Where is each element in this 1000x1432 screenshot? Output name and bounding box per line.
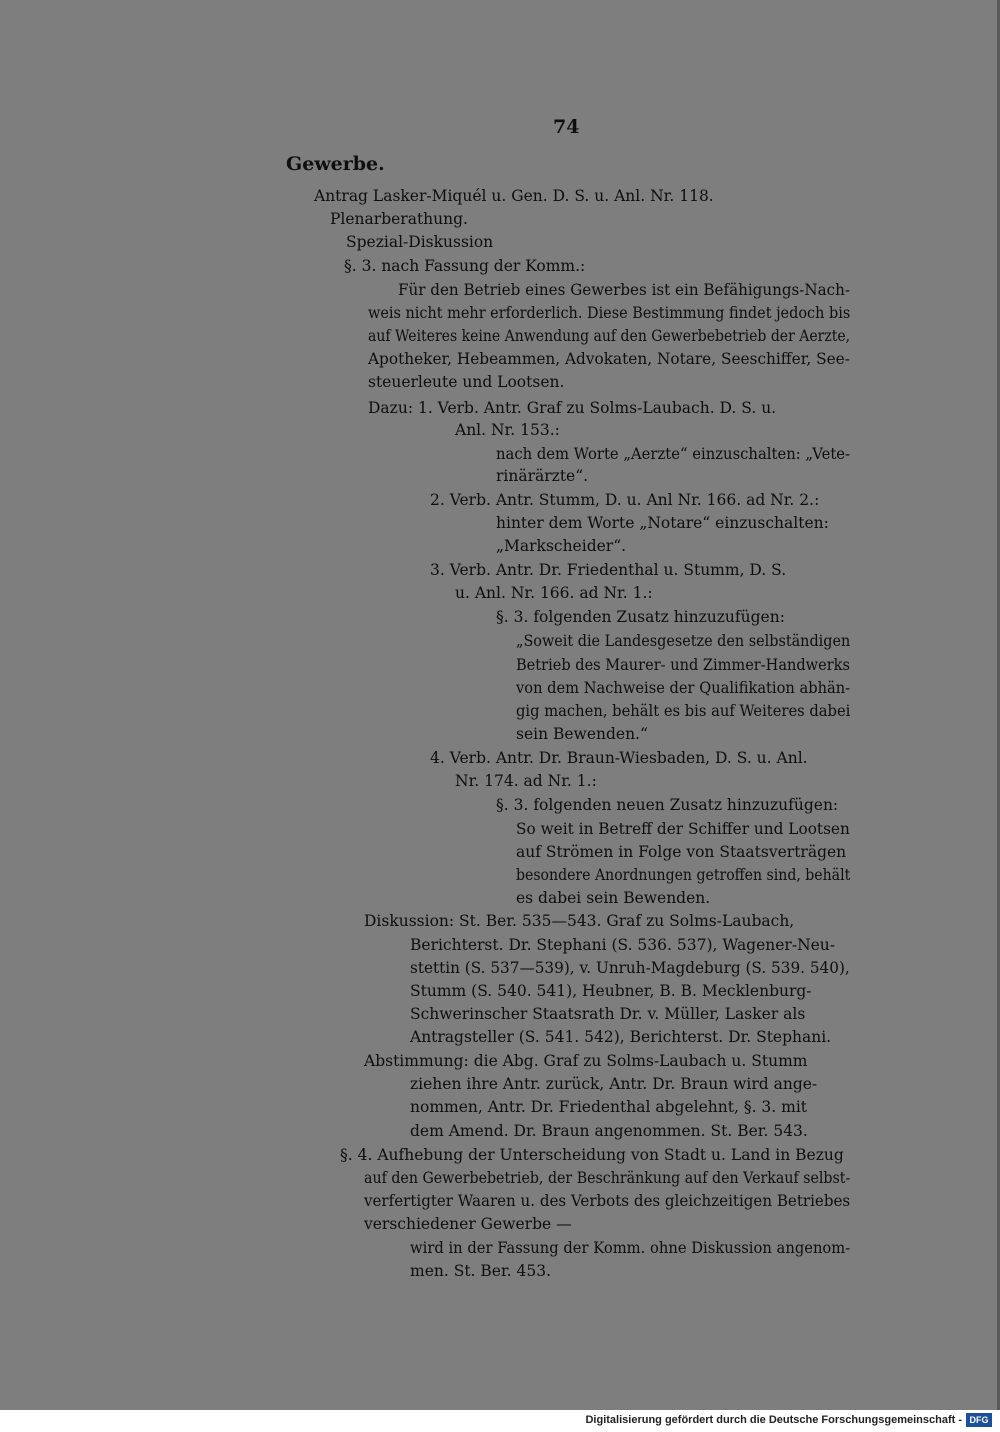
text-line: Dazu: 1. Verb. Antr. Graf zu Solms-Laubach. D. S. u. <box>368 399 777 417</box>
text-line: men. St. Ber. 453. <box>410 1262 552 1280</box>
text-line: ziehen ihre Antr. zurück, Antr. Dr. Braun wird ange- <box>410 1075 818 1093</box>
text-line: verfertigter Waaren u. des Verbots des gleichzeitigen Betriebes <box>364 1192 851 1210</box>
text-line: Spezial-Diskussion <box>346 233 494 251</box>
text-line: §. 3. folgenden Zusatz hinzuzufügen: <box>496 608 785 626</box>
text-line: von dem Nachweise der Qualifikation abhän- <box>516 679 851 697</box>
text-line: Diskussion: St. Ber. 535—543. Graf zu Solms-Laubach, <box>364 912 795 930</box>
text-line: dem Amend. Dr. Braun angenommen. St. Ber. 543. <box>410 1122 808 1140</box>
text-line: Anl. Nr. 153.: <box>455 421 560 439</box>
text-line: Schwerinscher Staatsrath Dr. v. Müller, Lasker als <box>410 1005 806 1023</box>
text-line: Plenarberathung. <box>330 210 468 228</box>
text-line: „Soweit die Landesgesetze den selbständigen <box>516 632 851 650</box>
text-line: Berichterst. Dr. Stephani (S. 536. 537), Wagener-Neu- <box>410 936 836 954</box>
section-heading: Gewerbe. <box>286 153 385 175</box>
text-line: hinter dem Worte „Notare“ einzuschalten: <box>496 514 829 532</box>
text-line: steuerleute und Lootsen. <box>368 373 565 391</box>
text-line: Nr. 174. ad Nr. 1.: <box>455 772 597 790</box>
text-line: besondere Anordnungen getroffen sind, behält <box>516 866 851 884</box>
digitization-footer <box>0 1410 1000 1432</box>
text-line: 2. Verb. Antr. Stumm, D. u. Anl Nr. 166. ad Nr. 2.: <box>430 491 820 509</box>
text-line: Antrag Lasker-Miquél u. Gen. D. S. u. Anl. Nr. 118. <box>314 187 714 205</box>
text-line: auf Weiteres keine Anwendung auf den Gewerbebetrieb der Aerzte, <box>368 327 851 345</box>
text-line: §. 4. Aufhebung der Unterscheidung von Stadt u. Land in Bezug <box>340 1146 844 1164</box>
dfg-logo-icon: DFG <box>966 1413 992 1427</box>
text-line: rinärärzte“. <box>496 467 589 485</box>
text-line: 4. Verb. Antr. Dr. Braun-Wiesbaden, D. S. u. Anl. <box>430 749 808 767</box>
text-line: So weit in Betreff der Schiffer und Lootsen <box>516 820 850 838</box>
text-line: verschiedener Gewerbe — <box>364 1215 572 1233</box>
text-line: stettin (S. 537—539), v. Unruh-Magdeburg (S. 539. 540), <box>410 959 850 977</box>
text-line: Antragsteller (S. 541. 542), Berichterst. Dr. Stephani. <box>410 1028 832 1046</box>
text-line: weis nicht mehr erforderlich. Diese Bestimmung findet jedoch bis <box>368 304 851 322</box>
text-line: es dabei sein Bewenden. <box>516 889 711 907</box>
text-line: Betrieb des Maurer- und Zimmer-Handwerks <box>516 656 850 674</box>
text-line: Apotheker, Hebeammen, Advokaten, Notare, Seeschiffer, See- <box>368 350 850 368</box>
text-line: u. Anl. Nr. 166. ad Nr. 1.: <box>455 584 653 602</box>
text-line: Für den Betrieb eines Gewerbes ist ein Befähigungs-Nach- <box>398 281 850 299</box>
text-line: auf den Gewerbebetrieb, der Beschränkung auf den Verkauf selbst- <box>364 1169 851 1187</box>
text-line: wird in der Fassung der Komm. ohne Diskussion angenom- <box>410 1239 851 1257</box>
text-line: Abstimmung: die Abg. Graf zu Solms-Laubach u. Stumm <box>364 1052 808 1070</box>
text-line: §. 3. folgenden neuen Zusatz hinzuzufügen: <box>496 796 839 814</box>
text-line: §. 3. nach Fassung der Komm.: <box>344 257 586 275</box>
text-line: sein Bewenden.“ <box>516 725 648 743</box>
text-line: Stumm (S. 540. 541), Heubner, B. B. Mecklenburg- <box>410 982 812 1000</box>
text-line: 3. Verb. Antr. Dr. Friedenthal u. Stumm, D. S. <box>430 561 787 579</box>
text-line: nommen, Antr. Dr. Friedenthal abgelehnt, §. 3. mit <box>410 1098 808 1116</box>
text-line: nach dem Worte „Aerzte“ einzuschalten: „Vete- <box>496 445 851 463</box>
text-line: „Markscheider“. <box>496 537 627 555</box>
text-line: auf Strömen in Folge von Staatsverträgen <box>516 843 847 861</box>
page-number: 74 <box>553 116 580 138</box>
footer-credit: Digitalisierung gefördert durch die Deutsche Forschungsgemeinschaft - <box>585 1414 962 1426</box>
text-line: gig machen, behält es bis auf Weiteres dabei <box>516 702 851 720</box>
